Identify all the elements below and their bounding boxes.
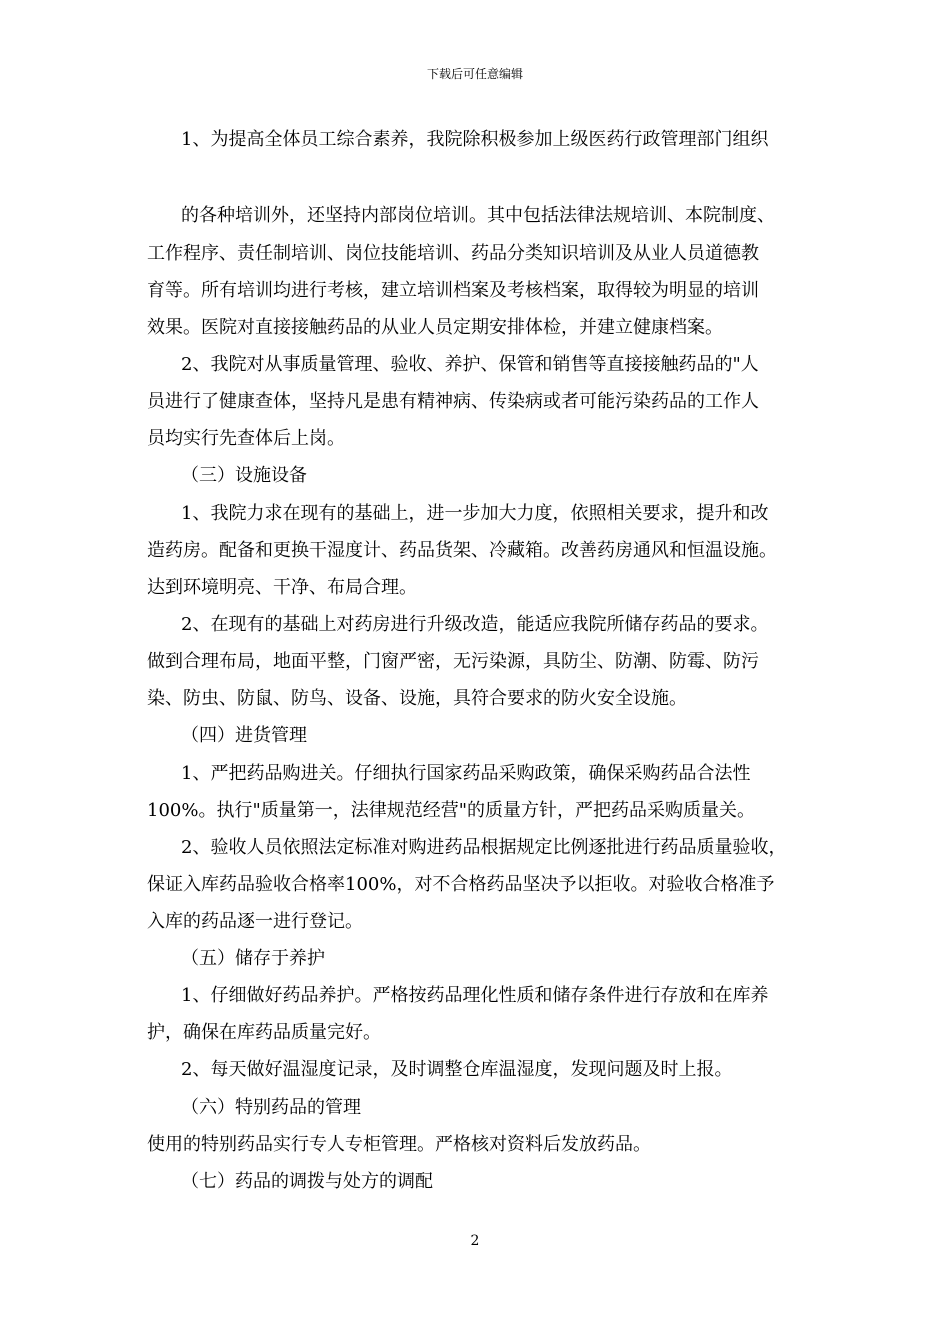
text-line: 工作程序、责任制培训、岗位技能培训、药品分类知识培训及从业人员道德教: [147, 243, 759, 264]
text-line: 1、为提高全体员工综合素养，我院除积极参加上级医药行政管理部门组织: [181, 129, 769, 150]
text-line: 入库的药品逐一进行登记。: [147, 911, 363, 932]
header-note: 下载后可任意编辑: [426, 67, 523, 81]
text-line: 保证入库药品验收合格率100%，对不合格药品坚决予以拒收。对验收合格准予: [147, 874, 775, 895]
text-line: 2、每天做好温湿度记录，及时调整仓库温湿度，发现问题及时上报。: [181, 1059, 733, 1080]
text-line: 100%。执行"质量第一，法律规范经营"的质量方针，严把药品采购质量关。: [147, 800, 756, 821]
text-line: 达到环境明亮、干净、布局合理。: [147, 577, 417, 598]
text-line: 员进行了健康查体，坚持凡是患有精神病、传染病或者可能污染药品的工作人: [147, 391, 759, 412]
text-line: 的各种培训外，还坚持内部岗位培训。其中包括法律法规培训、本院制度、: [181, 205, 775, 226]
text-line: 育等。所有培训均进行考核，建立培训档案及考核档案，取得较为明显的培训: [147, 280, 759, 301]
text-line: 造药房。配备和更换干湿度计、药品货架、冷藏箱。改善药房通风和恒温设施。: [147, 540, 777, 561]
section-heading: （三）设施设备: [181, 465, 307, 486]
text-line: 1、严把药品购进关。仔细执行国家药品采购政策，确保采购药品合法性: [181, 763, 751, 784]
text-line: 1、我院力求在现有的基础上，进一步加大力度，依照相关要求，提升和改: [181, 503, 769, 524]
section-heading: （五）储存于养护: [181, 948, 325, 969]
section-heading: （七）药品的调拨与处方的调配: [181, 1171, 433, 1192]
section-heading: （六）特别药品的管理: [181, 1097, 361, 1118]
text-line: 员均实行先查体后上岗。: [147, 428, 345, 449]
page-number: 2: [470, 1233, 480, 1249]
text-line: 1、仔细做好药品养护。严格按药品理化性质和储存条件进行存放和在库养: [181, 985, 769, 1006]
text-line: 效果。医院对直接接触药品的从业人员定期安排体检，并建立健康档案。: [147, 317, 723, 338]
text-line: 做到合理布局，地面平整，门窗严密，无污染源，具防尘、防潮、防霉、防污: [147, 651, 759, 672]
section-heading: （四）进货管理: [181, 725, 307, 746]
text-line: 2、在现有的基础上对药房进行升级改造，能适应我院所储存药品的要求。: [181, 614, 769, 635]
text-line: 2、我院对从事质量管理、验收、养护、保管和销售等直接接触药品的"人: [181, 354, 759, 375]
text-line: 护，确保在库药品质量完好。: [147, 1022, 381, 1043]
text-line: 染、防虫、防鼠、防鸟、设备、设施，具符合要求的防火安全设施。: [147, 688, 687, 709]
text-line: 使用的特别药品实行专人专柜管理。严格核对资料后发放药品。: [147, 1134, 651, 1155]
text-line: 2、验收人员依照法定标准对购进药品根据规定比例逐批进行药品质量验收，: [181, 837, 787, 858]
